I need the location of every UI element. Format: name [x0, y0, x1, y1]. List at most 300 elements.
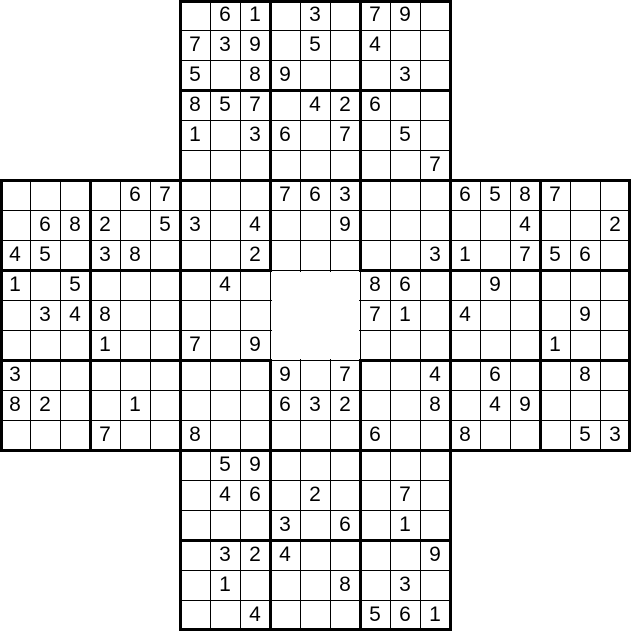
sudoku-cell-empty[interactable]	[240, 150, 270, 180]
sudoku-cell-given: 3	[300, 390, 330, 420]
sudoku-cell-empty[interactable]	[210, 510, 240, 540]
grid-line	[240, 0, 241, 631]
grid-line	[359, 300, 631, 301]
grid-line	[539, 179, 542, 452]
sudoku-cell-given: 6	[30, 210, 60, 240]
sudoku-cell-empty[interactable]	[120, 210, 150, 240]
sudoku-cell-empty[interactable]	[150, 300, 180, 330]
sudoku-cell-empty[interactable]	[360, 540, 390, 570]
grid-line	[570, 179, 571, 452]
sudoku-cell-given: 6	[360, 90, 390, 120]
grid-line	[179, 30, 452, 31]
sudoku-cell-empty[interactable]	[360, 210, 390, 240]
sudoku-cell-given: 6	[120, 180, 150, 210]
sudoku-cell-empty[interactable]	[60, 330, 90, 360]
sudoku-cell-empty[interactable]	[390, 420, 420, 450]
sudoku-cell-empty[interactable]	[90, 180, 120, 210]
sudoku-cell-empty[interactable]	[180, 450, 210, 480]
sudoku-cell-given: 5	[30, 240, 60, 270]
sudoku-cell-given: 1	[90, 330, 120, 360]
sudoku-cell-empty[interactable]	[600, 270, 630, 300]
sudoku-cell-given: 9	[570, 300, 600, 330]
sudoku-cell-given: 8	[570, 360, 600, 390]
grid-line	[359, 330, 631, 331]
sudoku-cell-empty[interactable]	[180, 360, 210, 390]
sudoku-cell-given: 9	[330, 210, 360, 240]
sudoku-cell-empty[interactable]	[330, 150, 360, 180]
grid-line	[179, 510, 452, 511]
sudoku-cell-given: 9	[420, 540, 450, 570]
sudoku-cell-empty[interactable]	[360, 150, 390, 180]
sudoku-cell-empty[interactable]	[150, 240, 180, 270]
grid-line	[30, 179, 31, 452]
grid-line	[179, 480, 452, 481]
sudoku-cell-given: 2	[240, 240, 270, 270]
sudoku-cell-given: 4	[510, 210, 540, 240]
sudoku-cell-empty[interactable]	[270, 420, 300, 450]
sudoku-cell-empty[interactable]	[540, 420, 570, 450]
sudoku-cell-given: 8	[180, 420, 210, 450]
sudoku-cell-given: 9	[240, 30, 270, 60]
sudoku-cell-empty[interactable]	[180, 300, 210, 330]
grid-line	[330, 0, 331, 272]
sudoku-cell-empty[interactable]	[210, 240, 240, 270]
sudoku-cell-empty[interactable]	[450, 210, 480, 240]
sudoku-cell-empty[interactable]	[210, 360, 240, 390]
sudoku-cell-empty[interactable]	[390, 540, 420, 570]
sudoku-cell-empty[interactable]	[390, 90, 420, 120]
sudoku-cell-empty[interactable]	[300, 240, 330, 270]
sudoku-cell-empty[interactable]	[540, 360, 570, 390]
sudoku-cell-empty[interactable]	[300, 60, 330, 90]
sudoku-cell-empty[interactable]	[360, 240, 390, 270]
sudoku-cell-empty[interactable]	[90, 390, 120, 420]
sudoku-cell-empty[interactable]	[30, 360, 60, 390]
sudoku-cell-empty[interactable]	[420, 330, 450, 360]
sudoku-cell-given: 3	[210, 540, 240, 570]
sudoku-cell-empty[interactable]	[0, 210, 30, 240]
sudoku-cell-empty[interactable]	[420, 90, 450, 120]
sudoku-cell-given: 9	[390, 0, 420, 30]
sudoku-cell-given: 4	[60, 300, 90, 330]
sudoku-cell-empty[interactable]	[480, 210, 510, 240]
sudoku-cell-empty[interactable]	[510, 360, 540, 390]
sudoku-cell-empty[interactable]	[270, 210, 300, 240]
grid-line	[449, 0, 452, 631]
sudoku-cell-empty[interactable]	[240, 360, 270, 390]
sudoku-cell-empty[interactable]	[150, 330, 180, 360]
sudoku-cell-given: 7	[360, 300, 390, 330]
sudoku-cell-empty[interactable]	[450, 330, 480, 360]
sudoku-cell-empty[interactable]	[450, 360, 480, 390]
sudoku-cell-given: 6	[330, 510, 360, 540]
grid-line	[60, 179, 61, 452]
grid-line	[359, 269, 631, 272]
sudoku-cell-given: 5	[390, 120, 420, 150]
sudoku-cell-given: 7	[540, 180, 570, 210]
grid-line	[0, 300, 272, 301]
sudoku-cell-empty[interactable]	[540, 300, 570, 330]
sudoku-cell-empty[interactable]	[420, 510, 450, 540]
sudoku-cell-empty[interactable]	[540, 210, 570, 240]
sudoku-cell-given: 6	[210, 0, 240, 30]
sudoku-cell-empty[interactable]	[30, 270, 60, 300]
sudoku-cell-given: 6	[240, 480, 270, 510]
sudoku-cell-given: 4	[360, 30, 390, 60]
sudoku-cell-empty[interactable]	[450, 270, 480, 300]
sudoku-cell-empty[interactable]	[180, 240, 210, 270]
sudoku-cell-empty[interactable]	[330, 540, 360, 570]
grid-line	[179, 120, 452, 121]
sudoku-cell-empty[interactable]	[150, 390, 180, 420]
sudoku-cell-empty[interactable]	[210, 150, 240, 180]
sudoku-cell-given: 7	[330, 360, 360, 390]
sudoku-cell-given: 3	[210, 30, 240, 60]
sudoku-cell-given: 6	[480, 360, 510, 390]
sudoku-cell-empty[interactable]	[210, 60, 240, 90]
sudoku-cell-empty[interactable]	[390, 150, 420, 180]
sudoku-cell-given: 3	[600, 420, 630, 450]
grid-line	[120, 179, 121, 452]
sudoku-cell-empty[interactable]	[330, 240, 360, 270]
sudoku-cell-given: 2	[30, 390, 60, 420]
sudoku-cell-empty[interactable]	[570, 180, 600, 210]
grid-line	[330, 359, 331, 631]
sudoku-cell-empty[interactable]	[180, 600, 210, 630]
sudoku-cell-empty[interactable]	[360, 570, 390, 600]
sudoku-cell-given: 2	[240, 540, 270, 570]
sudoku-cell-empty[interactable]	[420, 480, 450, 510]
sudoku-cell-empty[interactable]	[300, 450, 330, 480]
sudoku-cell-given: 7	[90, 420, 120, 450]
sudoku-cell-given: 4	[450, 300, 480, 330]
sudoku-cell-empty[interactable]	[240, 390, 270, 420]
sudoku-cell-empty[interactable]	[270, 240, 300, 270]
sudoku-cell-empty[interactable]	[420, 30, 450, 60]
sudoku-cell-empty[interactable]	[420, 180, 450, 210]
sudoku-cell-empty[interactable]	[510, 270, 540, 300]
sudoku-cell-empty[interactable]	[360, 450, 390, 480]
sudoku-cell-given: 6	[450, 180, 480, 210]
sudoku-cell-given: 9	[270, 60, 300, 90]
sudoku-cell-empty[interactable]	[360, 390, 390, 420]
sudoku-cell-empty[interactable]	[150, 360, 180, 390]
sudoku-cell-empty[interactable]	[330, 420, 360, 450]
sudoku-cell-given: 9	[240, 450, 270, 480]
sudoku-cell-given: 7	[510, 240, 540, 270]
grid-line	[0, 449, 631, 452]
sudoku-cell-given: 6	[300, 180, 330, 210]
sudoku-cell-empty[interactable]	[390, 360, 420, 390]
sudoku-cell-given: 3	[390, 60, 420, 90]
sudoku-cell-empty[interactable]	[390, 330, 420, 360]
sudoku-cell-empty[interactable]	[300, 420, 330, 450]
sudoku-cell-given: 7	[270, 180, 300, 210]
sudoku-cell-given: 1	[0, 270, 30, 300]
sudoku-cell-given: 7	[360, 0, 390, 30]
sudoku-cell-empty[interactable]	[30, 180, 60, 210]
sudoku-cell-empty[interactable]	[120, 300, 150, 330]
sudoku-cell-empty[interactable]	[570, 210, 600, 240]
sudoku-cell-empty[interactable]	[120, 330, 150, 360]
sudoku-cell-empty[interactable]	[180, 0, 210, 30]
grid-line	[179, 0, 452, 3]
sudoku-cell-given: 5	[540, 240, 570, 270]
sudoku-cell-empty[interactable]	[60, 240, 90, 270]
sudoku-cell-empty[interactable]	[360, 480, 390, 510]
grid-line	[269, 0, 272, 272]
sudoku-cell-empty[interactable]	[0, 300, 30, 330]
sudoku-cell-empty[interactable]	[360, 330, 390, 360]
grid-line	[480, 179, 481, 452]
sudoku-cell-empty[interactable]	[60, 180, 90, 210]
sudoku-cell-empty[interactable]	[420, 0, 450, 30]
sudoku-cell-empty[interactable]	[180, 270, 210, 300]
grid-line	[0, 240, 631, 241]
sudoku-cell-empty[interactable]	[180, 180, 210, 210]
grid-line	[420, 0, 421, 631]
sudoku-cell-empty[interactable]	[240, 270, 270, 300]
sudoku-cell-empty[interactable]	[480, 240, 510, 270]
sudoku-cell-empty[interactable]	[270, 600, 300, 630]
sudoku-cell-given: 5	[180, 60, 210, 90]
sudoku-cell-empty[interactable]	[480, 300, 510, 330]
sudoku-cell-empty[interactable]	[60, 360, 90, 390]
sudoku-cell-given: 5	[360, 600, 390, 630]
sudoku-cell-empty[interactable]	[600, 240, 630, 270]
grid-line	[179, 150, 452, 151]
sudoku-cell-empty[interactable]	[360, 510, 390, 540]
grid-line	[0, 269, 272, 272]
sudoku-cell-empty[interactable]	[270, 450, 300, 480]
grid-line	[390, 0, 391, 631]
sudoku-cell-empty[interactable]	[390, 30, 420, 60]
sudoku-cell-empty[interactable]	[420, 300, 450, 330]
sudoku-cell-empty[interactable]	[210, 600, 240, 630]
sudoku-cell-empty[interactable]	[210, 210, 240, 240]
sudoku-cell-given: 1	[420, 600, 450, 630]
sudoku-cell-empty[interactable]	[30, 330, 60, 360]
sudoku-cell-empty[interactable]	[300, 570, 330, 600]
sudoku-cell-empty[interactable]	[360, 360, 390, 390]
sudoku-cell-empty[interactable]	[600, 330, 630, 360]
grid-line	[179, 539, 452, 542]
sudoku-cell-empty[interactable]	[330, 600, 360, 630]
grid-line	[179, 89, 452, 92]
sudoku-cell-empty[interactable]	[420, 210, 450, 240]
sudoku-cell-empty[interactable]	[420, 60, 450, 90]
sudoku-cell-empty[interactable]	[210, 180, 240, 210]
sudoku-cell-empty[interactable]	[420, 570, 450, 600]
sudoku-cell-empty[interactable]	[240, 420, 270, 450]
sudoku-cell-empty[interactable]	[600, 390, 630, 420]
sudoku-cell-given: 3	[180, 210, 210, 240]
sudoku-cell-empty[interactable]	[360, 60, 390, 90]
sudoku-cell-empty[interactable]	[330, 450, 360, 480]
grid-line	[0, 210, 631, 211]
sudoku-cell-given: 9	[240, 330, 270, 360]
sudoku-cell-given: 4	[240, 210, 270, 240]
sudoku-cell-empty[interactable]	[300, 600, 330, 630]
sudoku-cell-given: 8	[90, 300, 120, 330]
grid-line	[360, 269, 361, 362]
sudoku-cell-empty[interactable]	[420, 120, 450, 150]
sudoku-cell-empty[interactable]	[300, 210, 330, 240]
grid-line	[0, 179, 3, 452]
grid-line	[179, 600, 452, 601]
sudoku-cell-empty[interactable]	[480, 420, 510, 450]
sudoku-cell-given: 2	[300, 480, 330, 510]
sudoku-cell-empty[interactable]	[600, 180, 630, 210]
sudoku-cell-empty[interactable]	[330, 60, 360, 90]
sudoku-cell-empty[interactable]	[270, 90, 300, 120]
sudoku-cell-empty[interactable]	[390, 240, 420, 270]
sudoku-cell-given: 4	[300, 90, 330, 120]
sudoku-cell-given: 4	[270, 540, 300, 570]
sudoku-cell-given: 7	[180, 30, 210, 60]
sudoku-cell-empty[interactable]	[600, 360, 630, 390]
sudoku-cell-given: 2	[600, 210, 630, 240]
sudoku-cell-empty[interactable]	[300, 360, 330, 390]
sudoku-cell-given: 4	[420, 360, 450, 390]
sudoku-cell-given: 6	[360, 420, 390, 450]
sudoku-cell-empty[interactable]	[210, 390, 240, 420]
sudoku-cell-given: 3	[90, 240, 120, 270]
grid-line	[269, 359, 272, 631]
sudoku-cell-empty[interactable]	[0, 420, 30, 450]
sudoku-cell-empty[interactable]	[390, 450, 420, 480]
sudoku-cell-empty[interactable]	[300, 540, 330, 570]
grid-line	[300, 359, 301, 631]
sudoku-cell-given: 6	[390, 600, 420, 630]
sudoku-cell-given: 8	[240, 60, 270, 90]
sudoku-cell-empty[interactable]	[120, 420, 150, 450]
sudoku-cell-empty[interactable]	[330, 30, 360, 60]
sudoku-cell-empty[interactable]	[150, 270, 180, 300]
sudoku-cell-given: 1	[180, 120, 210, 150]
sudoku-cell-empty[interactable]	[360, 180, 390, 210]
sudoku-cell-empty[interactable]	[330, 480, 360, 510]
sudoku-cell-empty[interactable]	[180, 480, 210, 510]
sudoku-cell-empty[interactable]	[0, 330, 30, 360]
sudoku-cell-empty[interactable]	[390, 210, 420, 240]
sudoku-cell-empty[interactable]	[330, 0, 360, 30]
sudoku-cell-given: 3	[0, 360, 30, 390]
sudoku-cell-empty[interactable]	[570, 330, 600, 360]
sudoku-cell-empty[interactable]	[600, 300, 630, 330]
sudoku-cell-given: 5	[60, 270, 90, 300]
sudoku-cell-given: 9	[510, 390, 540, 420]
sudoku-cell-given: 6	[390, 270, 420, 300]
grid-line	[0, 179, 631, 182]
sudoku-cell-empty[interactable]	[210, 300, 240, 330]
sudoku-cell-empty[interactable]	[570, 390, 600, 420]
sudoku-cell-empty[interactable]	[510, 330, 540, 360]
sudoku-cell-given: 3	[240, 120, 270, 150]
grid-line	[359, 0, 362, 272]
sudoku-cell-given: 1	[210, 570, 240, 600]
sudoku-cell-empty[interactable]	[60, 420, 90, 450]
sudoku-cell-empty[interactable]	[540, 270, 570, 300]
sudoku-cell-empty[interactable]	[240, 180, 270, 210]
sudoku-cell-empty[interactable]	[210, 330, 240, 360]
sudoku-cell-given: 2	[90, 210, 120, 240]
sudoku-cell-empty[interactable]	[510, 420, 540, 450]
sudoku-cell-empty[interactable]	[390, 390, 420, 420]
sudoku-cell-empty[interactable]	[420, 450, 450, 480]
sudoku-cell-empty[interactable]	[180, 510, 210, 540]
sudoku-cell-empty[interactable]	[270, 480, 300, 510]
sudoku-cell-empty[interactable]	[270, 150, 300, 180]
grid-line	[0, 390, 631, 391]
grid-line	[0, 359, 272, 362]
grid-line	[0, 330, 272, 331]
sudoku-cell-empty[interactable]	[90, 360, 120, 390]
sudoku-cell-given: 6	[570, 240, 600, 270]
sudoku-cell-empty[interactable]	[270, 30, 300, 60]
grid-line	[270, 269, 271, 362]
sudoku-cell-given: 5	[210, 450, 240, 480]
sudoku-cell-empty[interactable]	[120, 270, 150, 300]
sudoku-cell-empty[interactable]	[180, 390, 210, 420]
grid-line	[269, 360, 362, 361]
sudoku-cell-empty[interactable]	[420, 270, 450, 300]
sudoku-cell-empty[interactable]	[180, 570, 210, 600]
sudoku-cell-given: 3	[330, 180, 360, 210]
sudoku-cell-empty[interactable]	[360, 120, 390, 150]
grid-line	[0, 420, 631, 421]
sudoku-cell-empty[interactable]	[120, 360, 150, 390]
sudoku-cell-given: 6	[270, 390, 300, 420]
sudoku-cell-empty[interactable]	[60, 390, 90, 420]
sudoku-cell-empty[interactable]	[300, 150, 330, 180]
grid-line	[179, 570, 452, 571]
sudoku-cell-given: 8	[180, 90, 210, 120]
sudoku-cell-given: 8	[60, 210, 90, 240]
sudoku-cell-empty[interactable]	[450, 390, 480, 420]
sudoku-cell-empty[interactable]	[240, 570, 270, 600]
grid-line	[179, 60, 452, 61]
sudoku-cell-empty[interactable]	[570, 270, 600, 300]
sudoku-cell-empty[interactable]	[300, 510, 330, 540]
sudoku-cell-given: 7	[180, 330, 210, 360]
sudoku-cell-empty[interactable]	[210, 120, 240, 150]
sudoku-cell-empty[interactable]	[210, 420, 240, 450]
sudoku-cell-given: 8	[0, 390, 30, 420]
sudoku-cell-empty[interactable]	[0, 180, 30, 210]
sudoku-cell-given: 8	[330, 570, 360, 600]
sudoku-cell-empty[interactable]	[150, 420, 180, 450]
sudoku-cell-empty[interactable]	[510, 300, 540, 330]
sudoku-cell-given: 7	[390, 480, 420, 510]
sudoku-cell-empty[interactable]	[240, 510, 270, 540]
sudoku-cell-empty[interactable]	[420, 420, 450, 450]
sudoku-cell-given: 8	[420, 390, 450, 420]
sudoku-cell-empty[interactable]	[240, 300, 270, 330]
sudoku-cell-empty[interactable]	[480, 330, 510, 360]
sudoku-cell-empty[interactable]	[180, 540, 210, 570]
sudoku-cell-given: 8	[120, 240, 150, 270]
sudoku-cell-given: 5	[480, 180, 510, 210]
sudoku-cell-empty[interactable]	[180, 150, 210, 180]
sudoku-cell-empty[interactable]	[90, 270, 120, 300]
sudoku-cell-empty[interactable]	[270, 0, 300, 30]
sudoku-cell-empty[interactable]	[540, 390, 570, 420]
sudoku-cell-empty[interactable]	[30, 420, 60, 450]
sudoku-cell-empty[interactable]	[300, 120, 330, 150]
sudoku-cell-empty[interactable]	[390, 180, 420, 210]
sudoku-cell-empty[interactable]	[270, 570, 300, 600]
